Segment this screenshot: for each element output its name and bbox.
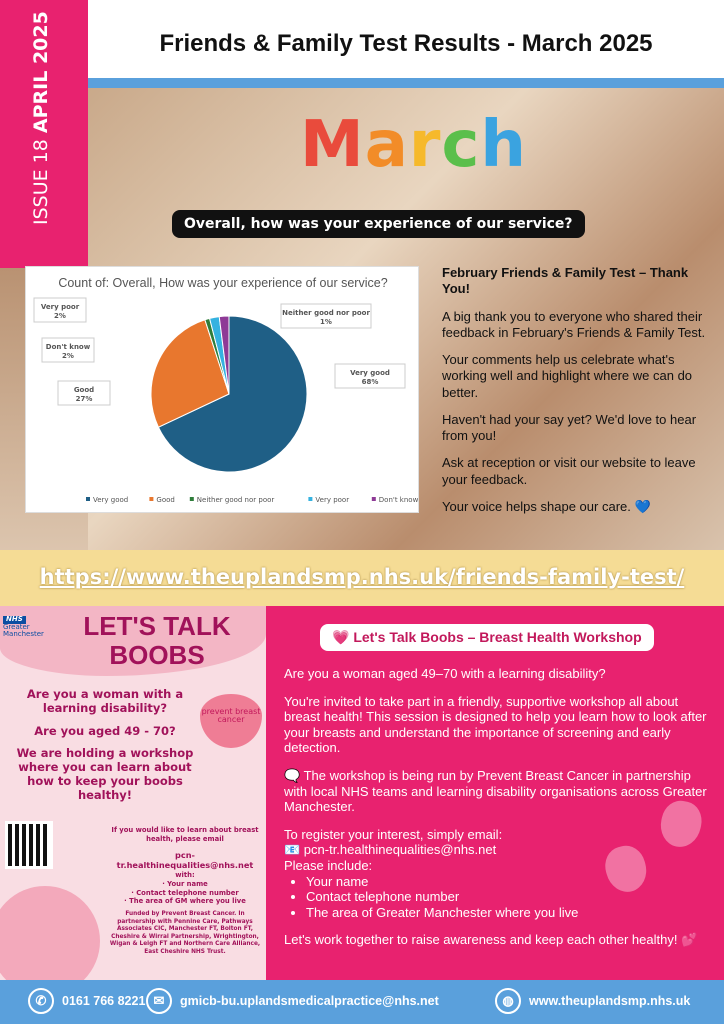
include-label: Please include: [284, 857, 373, 873]
workshop-flyer [0, 606, 266, 980]
legend-label: Very poor [315, 496, 350, 504]
legend-label: Don't know [378, 496, 419, 504]
legend-label: Very good [93, 496, 129, 504]
data-label-name: Very poor [40, 303, 80, 311]
register-email[interactable]: 📧 pcn-tr.healthinequalities@nhs.net [284, 842, 497, 858]
title-stripe [88, 78, 724, 88]
flyer-question: Are you a woman with a learning disability? [26, 687, 184, 715]
data-label-value: 68% [361, 378, 379, 386]
legend-swatch [190, 497, 194, 501]
pie-chart [25, 266, 419, 513]
thank-you-paragraph: Your voice helps shape our care. 💙 [442, 498, 651, 514]
month-letter: c [441, 108, 481, 182]
flyer-info: We are holding a workshop where you can learn about how to keep your boobs healthy! [16, 746, 194, 802]
workshop-paragraph: Are you a woman aged 49–70 with a learning disability? [284, 666, 606, 681]
thank-you-paragraph: Ask at reception or visit our website to leave your feedback. [442, 455, 696, 487]
workshop-heading: 💗 Let's Talk Boobs – Breast Health Workshop [320, 624, 654, 651]
thank-you-paragraph: Your comments help us celebrate what's working well and highlight where we can do better. [442, 352, 693, 400]
thank-you-paragraph: Haven't had your say yet? We'd love to hear from you! [442, 411, 697, 443]
legend-swatch [149, 497, 153, 501]
data-label-value: 1% [320, 318, 332, 326]
legend-label: Good [156, 496, 175, 504]
workshop-paragraph: You're invited to take part in a friendly, supportive workshop all about breast health! This session is designed to help you learn how to look after your breasts and understand the importance of screening and early detection. [284, 693, 707, 756]
email-icon: ✉ [146, 988, 172, 1014]
footer [0, 980, 724, 1024]
footer-email[interactable]: gmicb-bu.uplandsmedicalpractice@nhs.net [180, 994, 439, 1008]
data-label-name: Don't know [45, 343, 91, 351]
data-label-name: Neither good nor poor [282, 309, 370, 317]
legend-swatch [308, 497, 312, 501]
data-label-value: 2% [54, 312, 66, 320]
flyer-contact: If you would like to learn about breast health, please email [111, 826, 259, 843]
nhs-logo: NHS [3, 616, 26, 624]
data-label-name: Good [73, 386, 95, 394]
flyer-funding: Funded by Prevent Breast Cancer. In partnership with Pennine Care, Pathways Associates CIC, Manchester FT, Bolton FT, Cheshire & Wirral Partnership, Wrightington, Wigan & Leigh FT and Northern Care Alliance, East Cheshire NHS Trust. [109, 911, 261, 955]
thank-you-paragraph: A big thank you to everyone who shared their feedback in February's Friends & Family Test. [442, 308, 706, 340]
list-item: • Contact telephone number [306, 889, 714, 905]
data-label-value: 27% [75, 395, 93, 403]
issue-banner [0, 0, 88, 268]
month-letter: a [364, 108, 409, 182]
workshop-paragraph: 🗨️ The workshop is being run by Prevent Breast Cancer in partnership with local NHS teams and learning disability organisations across Greater Manchester. [284, 767, 707, 815]
legend-swatch [372, 497, 376, 501]
prevent-breast-cancer-logo: prevent breast cancer [200, 694, 262, 748]
month-letter: M [300, 108, 365, 182]
footer-phone[interactable]: 0161 766 8221 [62, 994, 146, 1008]
woman-illustration [0, 886, 100, 980]
workshop-section [266, 606, 724, 980]
flyer-title-2: BOOBS [109, 640, 205, 670]
thank-you-section [442, 265, 714, 526]
issue-number: ISSUE 18 [30, 139, 52, 225]
workshop-paragraph: Let's work together to raise awareness and keep each other healthy! 💕 [284, 932, 698, 948]
flyer-question: Are you aged 49 - 70? [34, 723, 176, 738]
month-letter: h [480, 108, 527, 182]
page-title: Friends & Family Test Results - March 2025 [159, 30, 653, 57]
data-label-name: Very good [350, 369, 390, 377]
legend-swatch [86, 497, 90, 501]
survey-question: Overall, how was your experience of our service? [172, 210, 585, 238]
legend-label: Neither good nor poor [196, 496, 275, 504]
flyer-item: · Contact telephone number [131, 888, 239, 897]
globe-icon: ◍ [495, 988, 521, 1014]
month-letter: r [408, 108, 442, 182]
flyer-item: · The area of GM where you live [124, 897, 246, 906]
nhs-org: Greater Manchester [3, 622, 44, 639]
flyer-title: LET'S TALK [83, 611, 231, 641]
data-label-value: 2% [62, 352, 74, 360]
phone-icon: ✆ [28, 988, 54, 1014]
footer-website[interactable]: www.theuplandsmp.nhs.uk [529, 994, 691, 1008]
qr-code[interactable] [8, 824, 50, 866]
month-heading [300, 108, 527, 182]
pie-chart-svg [26, 267, 420, 514]
thank-you-heading: February Friends & Family Test – Thank You! [442, 265, 689, 297]
issue-date: APRIL 2025 [30, 11, 52, 134]
flyer-item: · Your name [162, 879, 208, 888]
chart-title: Count of: Overall, How was your experience of our service? [58, 276, 388, 290]
register-intro: To register your interest, simply email: [284, 826, 503, 842]
list-item: • Your name [306, 874, 714, 890]
list-item: • The area of Greater Manchester where you live [306, 905, 714, 921]
feedback-link[interactable]: https://www.theuplandsmp.nhs.uk/friends-family-test/ [39, 565, 685, 589]
flyer-with: with: [175, 870, 195, 879]
flyer-email[interactable]: pcn-tr.healthinequalities@nhs.net [116, 849, 254, 871]
